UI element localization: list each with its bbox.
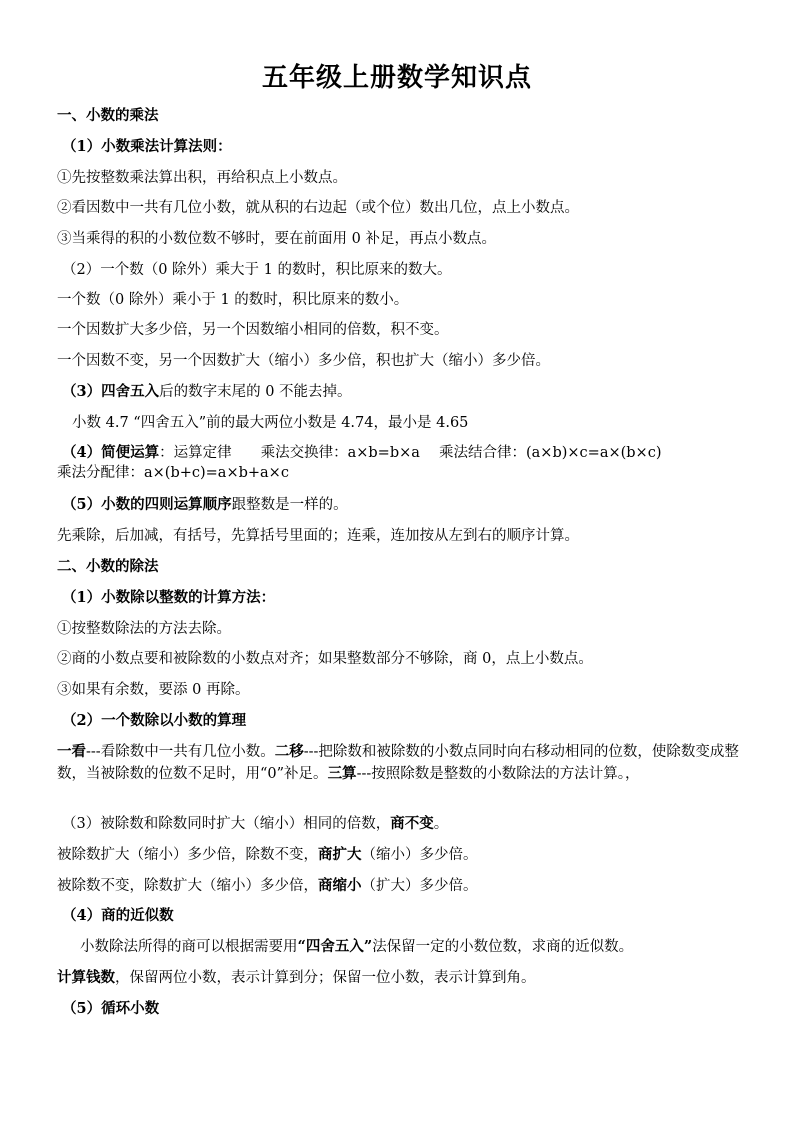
s2-p5-heading: （5）循环小数 <box>62 1000 160 1017</box>
s1-p3-example: 小数 4.7 “四舍五入”前的最大两位小数是 4.74，最小是 4.65 <box>72 415 469 431</box>
s2-p2-b3: 三算 <box>327 765 357 782</box>
s2-p4-line-1 <box>80 937 770 957</box>
s2-p4-l2b: 计算钱数 <box>57 969 115 986</box>
s2-p1-line-3: ③如果有余数，要添 0 再除。 <box>57 682 250 698</box>
s1-p5-bold: （5）小数的四则运算顺序 <box>62 496 232 513</box>
s1-p2-line-2: 一个因数扩大多少倍，另一个因数缩小相同的倍数，积不变。 <box>57 322 449 338</box>
s2-p3-l1b: 商扩大 <box>318 846 362 863</box>
s1-p2-text: （2）一个数（0 除外）乘大于 1 的数时，积比原来的数大。 <box>62 262 452 278</box>
s2-p2-t1: ---看除数中一共有几位小数。 <box>86 744 275 760</box>
s1-p2-line-3: 一个因数不变，另一个因数扩大（缩小）多少倍，积也扩大（缩小）多少倍。 <box>57 353 550 369</box>
s2-p4-heading: （4）商的近似数 <box>62 907 174 924</box>
s2-p2-t2: ---把除数和被除数的小数点同时向右移动相同的位数，使除数变成整数，当被除数的位数不足时，用“0”补足。 <box>57 744 739 782</box>
s1-p4-bold: （4）简便运算 <box>62 444 160 461</box>
page-title: 五年级上册数学知识点 <box>261 63 532 93</box>
s1-p3-bold: 四舍五入 <box>101 383 160 400</box>
s2-p3-l2b: 商缩小 <box>318 877 362 894</box>
s2-p3-l2a: 被除数不变，除数扩大（缩小）多少倍， <box>57 878 318 894</box>
s2-p2-t3: ---按照除数是整数的小数除法的方法计算。， <box>356 766 640 782</box>
s2-p2-b2: 二移 <box>274 743 304 760</box>
s2-p4-line-2 <box>57 968 747 988</box>
s1-p1-line-2: ②看因数中一共有几位小数，就从积的右边起（或个位）数出几位，点上小数点。 <box>57 200 579 216</box>
s1-p1-heading: （1）小数乘法计算法则： <box>62 138 232 155</box>
s1-p5-text: 先乘除，后加减，有括号，先算括号里面的；连乘，连加按从左到右的顺序计算。 <box>57 528 579 544</box>
s2-p1-line-2: ②商的小数点要和被除数的小数点对齐；如果整数部分不够除，商 0，点上小数点。 <box>57 651 593 667</box>
s2-p3-l1c: （缩小）多少倍。 <box>361 847 478 863</box>
s2-p1-line-1: ①按整数除法的方法去除。 <box>57 621 231 637</box>
s2-p3-line-2 <box>57 876 747 896</box>
s1-p1-line-3: ③当乘得的积的小数位数不够时，要在前面用 0 补足，再点小数点。 <box>57 231 496 247</box>
s2-p4-l2c: ，保留两位小数，表示计算到分；保留一位小数，表示计算到角。 <box>115 970 536 986</box>
s2-p2-heading: （2）一个数除以小数的算理 <box>62 712 247 729</box>
s1-p5-rest: 跟整数是一样的。 <box>231 497 348 513</box>
s2-p4-c: 法保留一定的小数位数，求商的近似数。 <box>372 939 634 955</box>
s2-p1-heading: （1）小数除以整数的计算方法： <box>62 589 276 606</box>
s1-p1-line-1: ①先按整数乘法算出积，再给积点上小数点。 <box>57 170 347 186</box>
s1-p2-line <box>62 260 752 280</box>
s2-p3-line-1 <box>57 845 747 865</box>
section-1-heading: 一、小数的乘法 <box>57 107 159 124</box>
s2-p2-b1: 一看 <box>57 743 86 760</box>
s1-p5-line <box>62 495 752 515</box>
s1-p3-num: （3） <box>62 383 102 400</box>
s2-p3-c: 。 <box>433 816 449 832</box>
s1-p4-line <box>62 443 752 463</box>
s1-p4-line-2: 乘法分配律：a×(b+c)=a×b+a×c <box>57 465 289 481</box>
s2-p2-paragraph <box>57 741 742 785</box>
s2-p3-line <box>62 814 752 834</box>
s2-p3-b: 商不变 <box>390 815 434 832</box>
s1-p4-rest: ：运算定律 乘法交换律：a×b=b×a 乘法结合律：(a×b)×c=a×(b×c) <box>159 445 662 461</box>
s2-p4-a: 小数除法所得的商可以根据需要用 <box>80 939 298 955</box>
s1-p3-rest: 后的数字末尾的 0 不能去掉。 <box>159 384 352 400</box>
section-2-heading: 二、小数的除法 <box>57 558 159 575</box>
s2-p4-b: “四舍五入” <box>297 938 373 955</box>
s2-p3-l2c: （扩大）多少倍。 <box>361 878 478 894</box>
s2-p3-l1a: 被除数扩大（缩小）多少倍，除数不变， <box>57 847 318 863</box>
s2-p3-a: （3）被除数和除数同时扩大（缩小）相同的倍数， <box>62 816 391 832</box>
s1-p3-line <box>62 382 752 402</box>
s1-p2-line-1: 一个数（0 除外）乘小于 1 的数时，积比原来的数小。 <box>57 292 409 308</box>
